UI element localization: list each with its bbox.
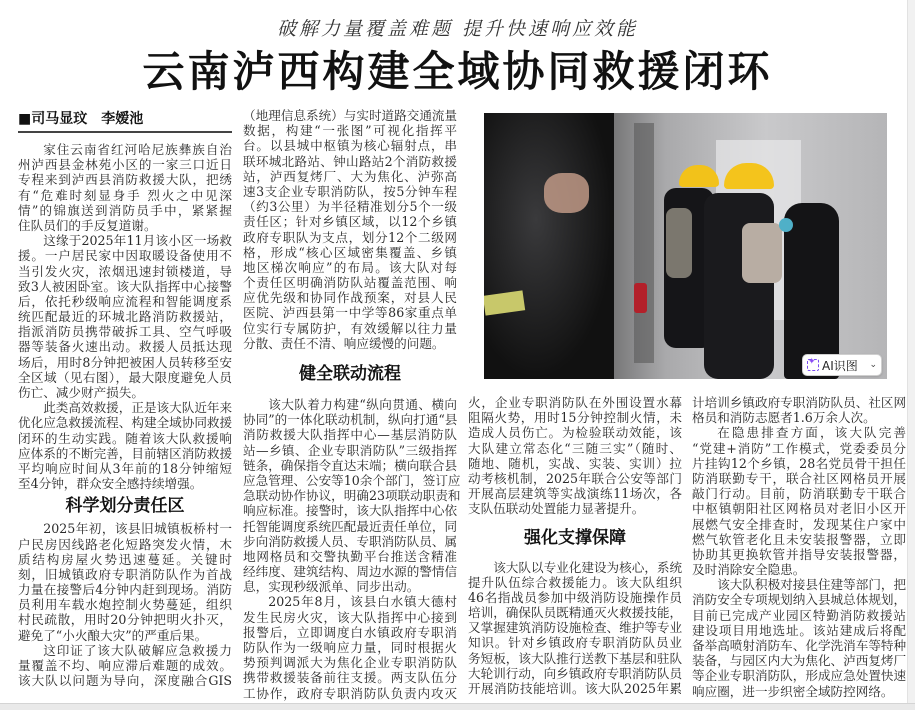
text-line: 量覆盖不均、响应滞后难题的成效。 <box>18 658 232 673</box>
article-title: 云南泸西构建全域协同救援闭环 <box>142 47 773 96</box>
text-line: 援。一户居民家中因取暖设备使用不 <box>18 248 232 264</box>
text-line: 个责任区明确消防队站覆盖范围、响 <box>243 275 457 291</box>
text-line: 州泸西县金林苑小区的一家三口近日 <box>18 157 232 173</box>
text-line: 有“危难时刻显身手 烈火之中见深 <box>18 187 232 203</box>
article-paragraph <box>18 643 232 689</box>
article-column-3 <box>468 395 682 696</box>
article-column-2 <box>243 108 461 701</box>
text-line: 造成人员伤亡。为检验联动效能，该 <box>468 425 682 441</box>
text-line: 工协作，政府专职消防队负责内攻灭 <box>243 685 457 701</box>
text-line: 务短板，该大队推行送教下基层和驻队 <box>468 650 683 666</box>
text-line: 装备，与园区内大为焦化、泸西复烤厂 <box>692 653 907 669</box>
text-line: 协助其更换软管并指导安装报警器， <box>692 546 906 562</box>
text-line: 目前已完成产业园区特勤消防救援站 <box>692 607 906 623</box>
ai-button-label: AI识图 <box>822 358 858 373</box>
text-line: 这缘于2025年11月该小区一场救 <box>43 233 232 249</box>
text-line: 展燃气安全排查时，发现某住户家中 <box>692 516 906 532</box>
text-line: 急联动协作协议，明确23项联动职责和 <box>243 488 461 504</box>
text-line: 2025年初，该县旧城镇板桥村一 <box>43 521 232 537</box>
text-line: “党建+消防”工作模式，党委委员分 <box>692 440 906 456</box>
text-line: 敲门行动。目前，防消联勤专干联合 <box>692 486 906 502</box>
text-line: 情”的锦旗送到消防员手中，紧紧握 <box>18 202 232 218</box>
text-line: 知识。针对乡镇政府专职消防队员业 <box>468 635 682 651</box>
text-line: 地网格员和交警执勤平台推送含精准 <box>243 548 457 564</box>
article-paragraph <box>243 108 457 351</box>
article-paragraph <box>18 233 232 400</box>
text-line: 报警后，立即调度白水镇政府专职消 <box>243 624 457 640</box>
text-line: 村民疏散，用时20分钟把明火扑灭， <box>18 612 232 628</box>
text-line: 步向消防救援人员、专职消防队员、属 <box>243 533 458 549</box>
text-line: 后，依托秒级响应流程和智能调度系 <box>18 293 232 309</box>
text-line: 闭环的生动实践。随着该大队救援响 <box>18 430 232 446</box>
text-line: 该大队着力构建“纵向贯通、横向 <box>268 397 457 412</box>
text-line: 经纬度、建筑结构、周边水源的警情信 <box>243 564 458 580</box>
text-line: 势预判调派大为焦化企业专职消防队 <box>243 655 457 671</box>
byline: ■司马显玟 李嫒池 <box>18 108 232 133</box>
text-line: 该大队积极对接县住建等部门，把 <box>717 577 907 593</box>
text-line: 格员和消防志愿者1.6万余人次。 <box>692 410 876 426</box>
article-paragraph <box>468 395 682 517</box>
text-line: 火，企业专职消防队在外围设置水幕 <box>468 395 682 410</box>
text-line: 建设项目用地选址。该站建成后将配 <box>692 622 906 638</box>
text-line: 位实行专属防护，有效缓解以往力量 <box>243 320 457 336</box>
text-line: 速3支企业专职消防队，按5分钟车程 <box>243 183 457 199</box>
text-line: 大队建立常态化“三随三实”（随时、 <box>468 440 682 456</box>
text-line: 指派消防员携带破拆工具、空气呼吸 <box>18 324 232 340</box>
text-line: 分散、责任不清、响应缓慢的问题。 <box>243 335 445 351</box>
text-line: 专程来到泸西县消防救援大队，把绣 <box>18 172 232 188</box>
text-line: （约3公里）为半径精准划分5个一级 <box>243 199 457 215</box>
text-line: 责任区；针对乡镇区域，以12个乡镇 <box>243 214 457 230</box>
text-line: 链条，确保指令直达末端；横向联合县 <box>243 457 458 473</box>
article-paragraph <box>18 521 232 643</box>
text-line: 刻，旧城镇政府专职消防队作为首战 <box>18 566 232 582</box>
text-line: 地区梯次响应”的布局。该大队对每 <box>243 259 457 275</box>
text-line: 提升队伍综合救援能力。该大队组织 <box>468 574 682 590</box>
article-paragraph <box>692 395 906 425</box>
text-line: 又掌握建筑消防设施检查、维护等专业 <box>468 620 683 636</box>
text-line: 等企业专职消防队，形成应急处置快速 <box>692 668 907 684</box>
article-column-1 <box>18 142 232 688</box>
text-line: 片挂钩12个乡镇，28名党员骨干担任 <box>692 455 906 471</box>
text-line: 伤亡、减少财产损失。 <box>18 385 144 400</box>
text-line: 至4分钟，群众安全感持续增强。 <box>18 476 203 492</box>
ai-image-recognition-button[interactable] <box>802 354 882 376</box>
text-line: 响应圈，进一步织密全域防控网络。 <box>692 683 894 699</box>
text-line: 防队作为一级响应力量，同时根据火 <box>243 640 457 655</box>
article-paragraph <box>692 577 906 699</box>
text-line: 全区域（见右图），最大限度避免人员 <box>18 369 232 385</box>
text-line: 员利用车载水炮控制火势蔓延，组织 <box>18 597 232 613</box>
text-line: 致3人被困卧室。该大队指挥中心接警 <box>18 278 232 294</box>
text-line: 培训，确保队员既精通灭火救援技能， <box>468 605 683 621</box>
text-line: 燃气软管老化且未安装报警器，立即 <box>692 531 906 547</box>
text-line: 住队员们的手反复道谢。 <box>18 217 157 233</box>
text-line: 避免了“小火酿大灾”的严重后果。 <box>18 627 208 643</box>
rescue-photo <box>484 113 887 379</box>
text-line: 统匹配最近的环城北路消防救援站， <box>18 309 232 325</box>
article-paragraph <box>18 400 232 491</box>
section-heading: 强化支撑保障 <box>524 527 626 548</box>
text-line: 医院、泸西县第一中学等86家重点单 <box>243 305 457 321</box>
text-line: 息，实现秒级派单、同步出动。 <box>243 579 420 595</box>
text-line: 数据，构建“一张图”可视化指挥平 <box>243 123 457 139</box>
text-line: 大轮训行动，向乡镇政府专职消防队员 <box>468 665 683 681</box>
text-line: 当引发火灾，浓烟迅速封锁楼道，导 <box>18 263 232 279</box>
text-line: 开展高层建筑等实战演练11场次，各 <box>468 486 682 502</box>
article-paragraph <box>243 594 457 700</box>
text-line: 开展消防技能培训。该大队2025年累 <box>468 681 682 696</box>
text-line: 应急管理、公安等10余个部门，签订应 <box>243 472 461 488</box>
text-line: 响应标准。接警时，该大队指挥中心依 <box>243 503 458 519</box>
text-line: 质结构房屋火势迅速蔓延。关键时 <box>18 551 232 567</box>
text-line: 协同”的一体化联动机制，纵向打通“县 <box>243 412 458 428</box>
text-line: 力量在接警后4分钟内赶到现场。消防 <box>18 582 232 598</box>
text-line: 携带救援装备前往支援。两支队伍分 <box>243 670 457 686</box>
section-heading: 科学划分责任区 <box>65 496 185 517</box>
text-line: 及时消除安全隐患。 <box>692 562 806 578</box>
text-line: 场后，用时8分钟把被困人员转移至安 <box>18 354 232 370</box>
section-heading: 健全联动流程 <box>299 364 401 384</box>
text-line: 2025年8月，该县白水镇大德村 <box>268 594 457 610</box>
text-line: 该大队以专业化建设为核心，系统 <box>493 559 683 575</box>
text-line: 支队伍联动处置能力显著提升。 <box>468 501 645 517</box>
text-line: 46名指战员参加中级消防设施操作员 <box>468 589 682 605</box>
scrollbar[interactable] <box>907 0 915 709</box>
text-line: 在隐患排查方面，该大队完善 <box>717 425 906 441</box>
text-line: 优化应急救援流程、构建全域协同救援 <box>18 415 233 431</box>
article-subtitle: 破解力量覆盖难题 提升快速响应效能 <box>276 18 639 40</box>
chevron-down-icon[interactable]: ⌄ <box>869 360 877 370</box>
ai-sparkle-icon <box>807 359 819 371</box>
text-line: 此类高效救援，正是该大队近年来 <box>43 400 233 416</box>
text-line: 阻隔火势，用时15分钟控制火情，未 <box>468 410 682 426</box>
article-paragraph <box>468 560 682 697</box>
text-line: 应优先级和协同作战预案，对县人民 <box>243 290 457 306</box>
text-line: 应体系的不断完善，目前辖区消防救援 <box>18 445 233 461</box>
article-paragraph <box>243 397 461 595</box>
text-line: 格，形成“核心区域密集覆盖、乡镇 <box>243 244 457 260</box>
text-line: 这印证了该大队破解应急救援力 <box>43 642 232 658</box>
text-line: 发生民房火灾，该大队指挥中心接到 <box>243 609 457 625</box>
text-line: （地理信息系统）与实时道路交通流量 <box>243 108 458 123</box>
text-line: 户民房因线路老化短路突发火情，木 <box>18 536 232 552</box>
article-paragraph <box>18 142 232 233</box>
text-line: 家住云南省红河哈尼族彝族自治 <box>43 142 232 157</box>
text-line: 站，泸西复烤厂、大为焦化、泸弥高 <box>243 168 457 184</box>
text-line: 该大队以问题为导向，深度融合GIS <box>18 673 232 689</box>
text-line: 联环城北路站、钟山路站2个消防救援 <box>243 153 457 169</box>
article-paragraph <box>692 425 906 577</box>
text-line: 消防救援大队指挥中心—基层消防队 <box>243 427 457 443</box>
text-line: 平均响应时间从3年前的18分钟缩短 <box>18 460 232 476</box>
text-line: 动考核机制，2025年联合公安等部门 <box>468 470 682 486</box>
article-column-4 <box>692 395 906 699</box>
text-line: 随地、随机，实战、实装、实训）拉 <box>468 455 682 471</box>
text-line: 备举高喷射消防车、化学洗消车等特种 <box>692 638 907 653</box>
text-line: 中枢镇朝阳社区网格员对老旧小区开 <box>692 501 906 517</box>
text-line: 台。以县城中枢镇为核心辐射点，串 <box>243 138 457 154</box>
text-line: 站—乡镇、企业专职消防队”三级指挥 <box>243 442 457 458</box>
text-line: 托智能调度系统匹配最近责任单位，同 <box>243 518 458 534</box>
text-line: 政府专职队为支点，划分12个二级网 <box>243 229 457 245</box>
text-line: 器等装备火速出动。救援人员抵达现 <box>18 339 232 355</box>
text-line: 消防安全专项规划纳入县城总体规划， <box>692 592 907 608</box>
text-line: 防消联勤专干，联合社区网格员开展 <box>692 470 906 486</box>
text-line: 计培训乡镇政府专职消防队员、社区网 <box>692 395 907 410</box>
